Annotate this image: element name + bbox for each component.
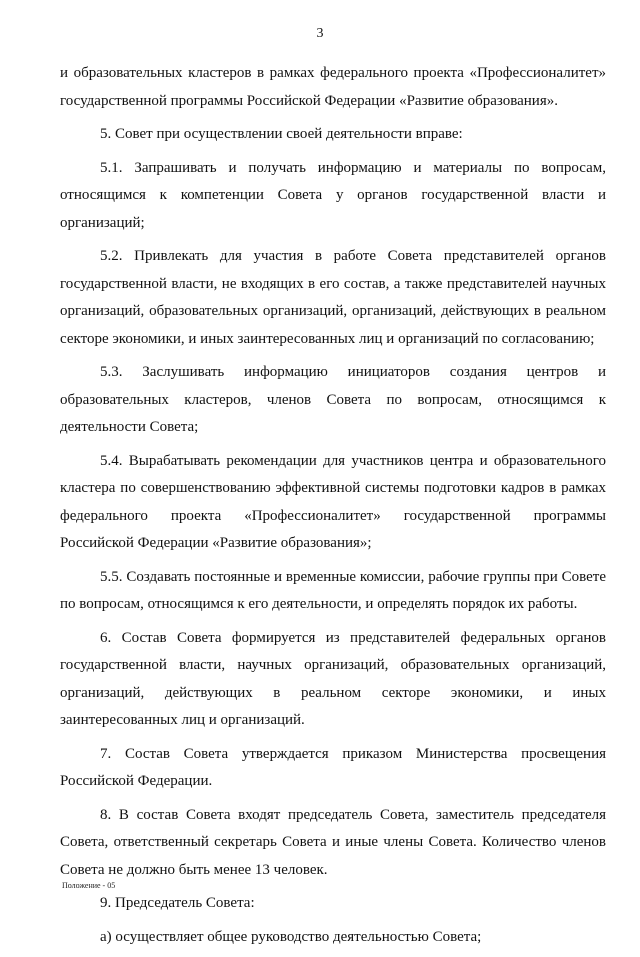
paragraph-5-4: 5.4. Вырабатывать рекомендации для участников центра и образовательного кластера по совершенствованию эффективной системы подготовки кадров в рамках федерального проекта «Профессионалитет» государственной программы Российской Федерации «Развитие образования»; bbox=[60, 452, 606, 551]
paragraph-5: 5. Совет при осуществлении своей деятельности вправе: bbox=[100, 126, 463, 142]
paragraph-9-a: а) осуществляет общее руководство деятельностью Совета; bbox=[100, 928, 482, 945]
footer-label: Положение - 05 bbox=[62, 881, 116, 890]
paragraph-6: 6. Состав Совета формируется из представителей федеральных органов государственной власти, научных организаций, образовательных организаций, организаций, действующих в реальном секторе экономики, и иных заинтересованных лиц и организаций. bbox=[60, 629, 606, 728]
paragraph-9: 9. Председатель Совета: bbox=[100, 895, 255, 911]
page-number: 3 bbox=[316, 26, 324, 41]
paragraph-7: 7. Состав Совета утверждается приказом Министерства просвещения Российской Федерации. bbox=[60, 745, 606, 789]
document-body bbox=[60, 60, 606, 957]
paragraph-5-3: 5.3. Заслушивать информацию инициаторов создания центров и образовательных кластеров, членов Совета по вопросам, относящимся к деятельности Совета; bbox=[60, 364, 606, 435]
paragraph-5-2: 5.2. Привлекать для участия в работе Совета представителей органов государственной власти, не входящих в его состав, а также представителей научных организаций, образовательных организаций, организаций, действующих в реальном секторе экономики, и иных заинтересованных лиц и организаций по согласованию; bbox=[60, 248, 606, 347]
paragraph-5-1: 5.1. Запрашивать и получать информацию и материалы по вопросам, относящимся к компетенции Совета у органов государственной власти и организаций; bbox=[60, 159, 606, 231]
paragraph-8: 8. В состав Совета входят председатель Совета, заместитель председателя Совета, ответственный секретарь Совета и иные члены Совета. Количество членов Совета не должно быть менее 13 человек. bbox=[60, 806, 606, 878]
paragraph-continuation: и образовательных кластеров в рамках федерального проекта «Профессионалитет» государственной программы Российской Федерации «Развитие образования». bbox=[60, 65, 606, 109]
paragraph-5-5: 5.5. Создавать постоянные и временные комиссии, рабочие группы при Совете по вопросам, относящимся к его деятельности, и определять порядок их работы. bbox=[60, 568, 606, 612]
